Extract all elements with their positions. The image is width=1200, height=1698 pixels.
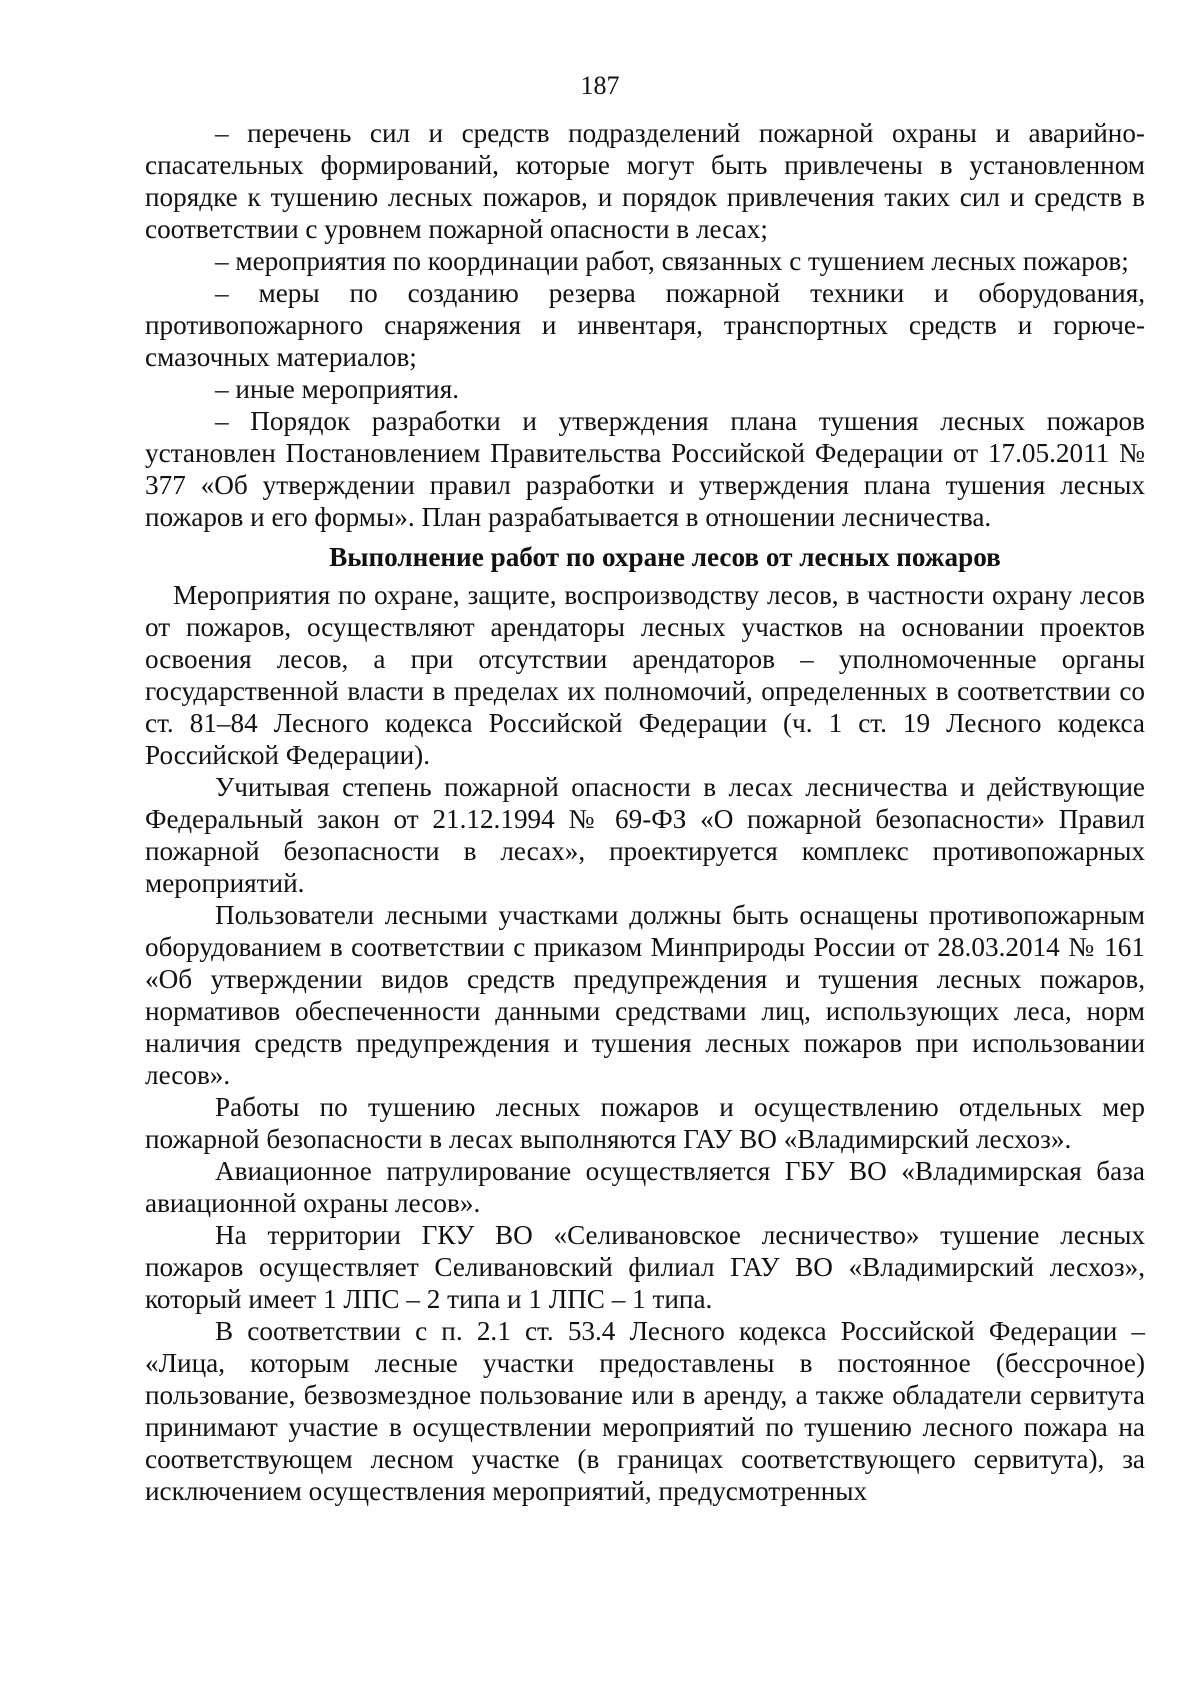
paragraph-fire-danger: Учитывая степень пожарной опасности в лесах лесничества и действующие Федеральный закон от 21.12.1994 № 69-ФЗ «О пожарной безопасности» Правил пожарной безопасности в лесах», проектируется комплекс противопожарных мероприятий. — [145, 772, 1145, 898]
paragraph-extinguishing-works: Работы по тушению лесных пожаров и осуществлению отдельных мер пожарной безопасности в лесах выполняются ГАУ ВО «Владимирский лесхоз». — [145, 1092, 1145, 1154]
paragraph-other-measures: – иные мероприятия. — [215, 374, 460, 404]
paragraph-forest-code: В соответствии с п. 2.1 ст. 53.4 Лесного кодекса Российской Федерации – «Лица, которым лесные участки предоставлены в постоянное (бессрочное) пользование, безвозмездное пользование или в аренду, а также обладатели сервитута принимают участие в осуществлении мероприятий по тушению лесного пожара на соответствующем лесном участке (в границах соответствующего сервитута), за исключением осуществления мероприятий, предусмотренных — [145, 1316, 1145, 1506]
page-number: 187 — [580, 71, 620, 100]
paragraph-aviation-patrol: Авиационное патрулирование осуществляется ГБУ ВО «Владимирская база авиационной охраны лесов». — [145, 1156, 1145, 1218]
paragraph-reserve: – меры по созданию резерва пожарной техники и оборудования, противопожарного снаряжения и инвентаря, транспортных средств и горюче-смазочных материалов; — [145, 278, 1145, 372]
document-body — [145, 117, 1145, 1507]
paragraph-plan-procedure: – Порядок разработки и утверждения плана тушения лесных пожаров установлен Постановлением Правительства Российской Федерации от 17.05.2011 № 377 «Об утверждении правил разработки и утверждения плана тушения лесных пожаров и его формы». План разрабатывается в отношении лесничества. — [145, 406, 1145, 532]
paragraph-forces-list: – перечень сил и средств подразделений пожарной охраны и аварийно-спасательных формирований, которые могут быть привлечены в установленном порядке к тушению лесных пожаров, и порядок привлечения таких сил и средств в соответствии с уровнем пожарной опасности в лесах; — [145, 118, 1145, 244]
paragraph-equipment: Пользователи лесными участками должны быть оснащены противопожарным оборудованием в соответствии с приказом Минприроды России от 28.03.2014 № 161 «Об утверждении видов средств предупреждения и тушения лесных пожаров, нормативов обеспеченности данными средствами лиц, использующих леса, норм наличия средств предупреждения и тушения лесных пожаров при использовании лесов». — [145, 900, 1145, 1090]
paragraph-coordination: – мероприятия по координации работ, связанных с тушением лесных пожаров; — [215, 246, 1129, 276]
section-heading: Выполнение работ по охране лесов от лесных пожаров — [329, 542, 1001, 572]
paragraph-forest-protection: Мероприятия по охране, защите, воспроизводству лесов, в частности охрану лесов от пожаров, осуществляют арендаторы лесных участков на основании проектов освоения лесов, а при отсутствии арендаторов – уполномоченные органы государственной власти в пределах их полномочий, определенных в соответствии со ст. 81–84 Лесного кодекса Российской Федерации (ч. 1 ст. 19 Лесного кодекса Российской Федерации). — [145, 580, 1145, 770]
paragraph-territory: На территории ГКУ ВО «Селивановское лесничество» тушение лесных пожаров осуществляет Селивановский филиал ГАУ ВО «Владимирский лесхоз», который имеет 1 ЛПС – 2 типа и 1 ЛПС – 1 типа. — [145, 1220, 1145, 1314]
